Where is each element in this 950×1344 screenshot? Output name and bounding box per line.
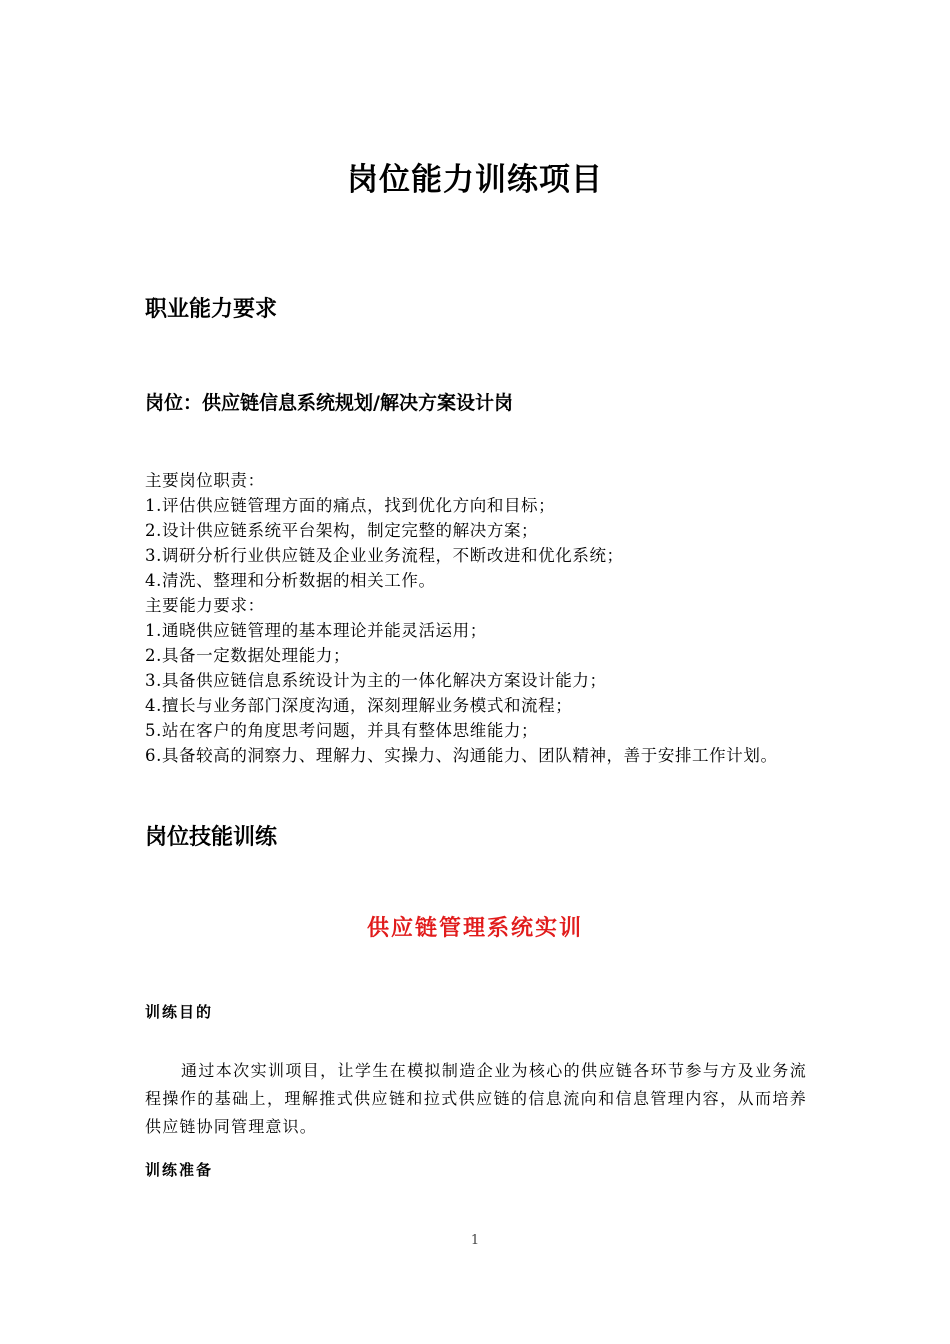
ability-item: 4.擅长与业务部门深度沟通，深刻理解业务模式和流程； — [145, 696, 573, 715]
ability-item: 5.站在客户的角度思考问题，并具有整体思维能力； — [145, 721, 539, 740]
ability-item: 2.具备一定数据处理能力； — [145, 646, 351, 665]
ability-item: 6.具备较高的洞察力、理解力、实操力、沟通能力、团队精神，善于安排工作计划。 — [145, 746, 778, 765]
duty-item: 3.调研分析行业供应链及企业业务流程，不断改进和优化系统； — [145, 546, 624, 565]
position-heading: 岗位：供应链信息系统规划/解决方案设计岗 — [145, 392, 513, 414]
abilities-heading: 主要能力要求： — [145, 596, 265, 615]
duties-heading: 主要岗位职责： — [145, 471, 265, 490]
ability-item: 1.通晓供应链管理的基本理论并能灵活运用； — [145, 621, 487, 640]
objective-paragraph: 通过本次实训项目，让学生在模拟制造企业为核心的供应链各环节参与方及业务流程操作的基础上，理解推式供应链和拉式供应链的信息流向和信息管理内容，从而培养供应链协同管理意识。 — [145, 1061, 807, 1136]
duty-item: 2.设计供应链系统平台架构，制定完整的解决方案； — [145, 521, 539, 540]
document-title: 岗位能力训练项目 — [347, 162, 603, 198]
duty-item: 1.评估供应链管理方面的痛点，找到优化方向和目标； — [145, 496, 556, 515]
ability-item: 3.具备供应链信息系统设计为主的一体化解决方案设计能力； — [145, 671, 607, 690]
duty-item: 4.清洗、整理和分析数据的相关工作。 — [145, 571, 436, 590]
duties-and-abilities-block — [145, 468, 810, 768]
section-heading-career-requirements: 职业能力要求 — [145, 297, 278, 322]
page-number: 1 — [470, 1233, 480, 1248]
section-heading-skills-training: 岗位技能训练 — [145, 825, 278, 850]
training-title: 供应链管理系统实训 — [366, 915, 583, 941]
preparation-heading: 训练准备 — [145, 1161, 214, 1179]
objective-heading: 训练目的 — [145, 1003, 214, 1021]
